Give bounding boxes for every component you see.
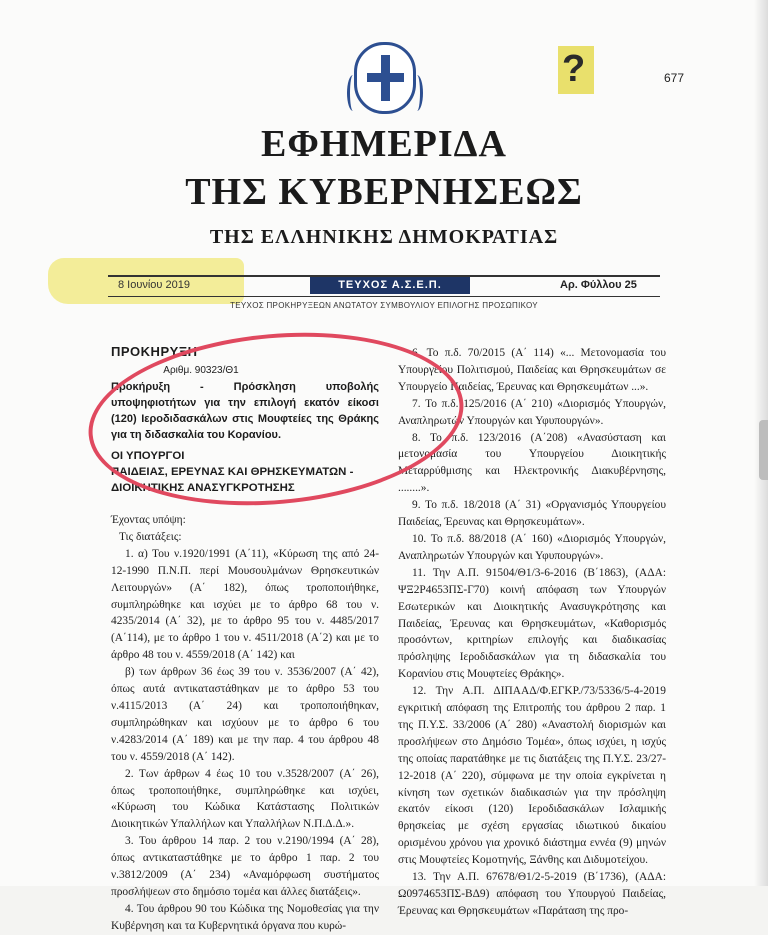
notice-block — [111, 344, 379, 496]
header-rule-bottom — [108, 296, 660, 297]
ministers-line-3: ΔΙΟΙΚΗΤΙΚΗΣ ΑΝΑΣΥΓΚΡΟΤΗΣΗΣ — [111, 482, 295, 494]
having-regard: Έχοντας υπόψη: — [111, 514, 186, 526]
provisions-label: Τις διατάξεις: — [119, 530, 182, 543]
sheet-number: Αρ. Φύλλου 25 — [560, 279, 637, 291]
greek-coat-of-arms-emblem — [354, 42, 416, 114]
right-paragraph: 6. Το π.δ. 70/2015 (Α΄ 114) «... Μετονομασία του Υπουργείου Πολιτισμού, Παιδείας και Θρησκευμάτων σε Υπουργείο Παιδείας, Έρευνας και Θρησκευμάτων ...». — [398, 347, 666, 393]
right-paragraph: 9. Το π.δ. 18/2018 (Α΄ 31) «Οργανισμός Υπουργείου Παιδείας, Έρευνας και Θρησκευμάτων». — [398, 499, 666, 529]
issue-date: 8 Ιουνίου 2019 — [118, 279, 190, 291]
scroll-handle[interactable] — [759, 420, 768, 480]
right-paragraph: 7. Το π.δ. 125/2016 (Α΄ 210) «Διορισμός Υπουργών, Αναπληρωτών Υπουργών και Υφυπουργών». — [398, 397, 666, 427]
right-paragraph: 13. Την Α.Π. 67678/Θ1/2-5-2019 (Β΄1736), (ΑΔΑ: Ω0974653ΠΣ-ΒΔ9) απόφαση του Υπουργού Παιδείας, Έρευνας και Θρησκευμάτων «Παράταση της προ- — [398, 871, 666, 917]
right-paragraph: 8. Το π.δ. 123/2016 (Α΄208) «Ανασύσταση και μετονομασία του Υπουργείου Διοικητικής Μεταρρύθμισης και Ηλεκτρονικής Διακυβέρνησης, ........». — [398, 431, 666, 495]
notice-heading: ΠΡΟΚΗΡΥΞΗ — [111, 344, 198, 359]
ministers-line-1: ΟΙ ΥΠΟΥΡΓΟΙ — [111, 450, 185, 462]
ministers-heading — [111, 448, 379, 496]
left-paragraph: 2. Των άρθρων 4 έως 10 του ν.3528/2007 (Α΄ 26), όπως τροποποιήθηκε, συμπληρώθηκε και ισχύει, «Κύρωση του Κώδικα Κατάστασης Πολιτικών Διοικητικών Υπαλλήλων και Υπαλλήλων Ν.Π.Δ.Δ.». — [111, 767, 379, 831]
left-paragraph: 1. α) Του ν.1920/1991 (Α΄11), «Κύρωση της από 24-12-1990 Π.Ν.Π. περί Μουσουλμάνων Θρησκευτικών Λειτουργών» (Α΄ 182), όπως τροποποιήθηκε, συμπληρώθηκε και ισχύει με το άρθρο 68 του ν. 4235/2014 (Α΄ 32), με το άρθρο 95 του ν. 4485/2017 (Α΄114), με το άρθρο 1 του ν. 4511/2018 (Α΄2) και με το άρθρο 48 του ν. 4559/2018 (Α΄ 142) και — [111, 547, 379, 662]
republic-title: ΤΗΣ ΕΛΛΗΝΙΚΗΣ ΔΗΜΟΚΡΑΤΙΑΣ — [209, 226, 559, 248]
issue-subline: ΤΕΥΧΟΣ ΠΡΟΚΗΡΥΞΕΩΝ ΑΝΩΤΑΤΟΥ ΣΥΜΒΟΥΛΙΟΥ ΕΠΙΛΟΓΗΣ ΠΡΟΣΩΠΙΚΟΥ — [230, 301, 538, 310]
right-column — [398, 345, 666, 920]
stamp-question-mark: ? — [562, 48, 586, 90]
notice-number: Αριθμ. 90323/Θ1 — [163, 365, 239, 376]
notice-description: Προκήρυξη - Πρόσκληση υποβολής υποψηφιοτήτων για την επιλογή εκατόν είκοσι (120) Ιεροδιδασκάλων στις Μουφτείες της Θράκης για τη διδασκαλία του Κορανίου. — [111, 381, 379, 441]
right-paragraph: 12. Την Α.Π. ΔΙΠΑΑΔ/Φ.ΕΓΚΡ./73/5336/5-4-2019 εγκριτική απόφαση της Επιτροπής του άρθρου 2 παρ. 1 της Π.Υ.Σ. 33/2006 (Α΄ 280) «Αναστολή διορισμών και προσλήψεων στο Δημόσιο Τομέα», όπως ισχύει, η ισχύς της οποίας παρατάθηκε με τις διατάξεις της Π.Υ.Σ. 23/27-12-2018 (Α΄ 220), σύμφωνα με την οποία εγκρίνεται η κίνηση των σχετικών διαδικασιών για την πρόσληψη εκατόν είκοσι (120) Ιεροδιδασκάλων Ισλαμικής θρησκείας με σχέση εργασίας ιδιωτικού δικαίου ορισμένου χρόνου για χρονικό διάστημα εννέα (9) μηνών στις Μουφτείες Κομοτηνής, Ξάνθης και Διδυμοτείχου. — [398, 685, 666, 867]
gazette-subtitle: ΤΗΣ ΚΥΒΕΡΝΗΣΕΩΣ — [185, 171, 583, 213]
left-paragraph: 4. Του άρθρου 90 του Κώδικα της Νομοθεσίας για την Κυβέρνηση και τα Κυβερνητικά όργανα που κυρώ- — [111, 902, 379, 932]
ministers-line-2: ΠΑΙΔΕΙΑΣ, ΕΡΕΥΝΑΣ ΚΑΙ ΘΡΗΣΚΕΥΜΑΤΩΝ - — [111, 466, 354, 478]
left-paragraph: β) των άρθρων 36 έως 39 του ν. 3536/2007 (Α΄ 42), όπως αυτά αντικαταστάθηκαν με το άρθρο 53 του ν.4115/2013 (Α΄ 24) και τροποποιήθηκαν, συμπληρώθηκαν και ισχύουν με το άρθρο 6 του ν.4283/2014 (Α΄ 189) και με την παρ. 4 του άρθρου 48 του ν. 4559/2018 (Α΄ 142). — [111, 666, 379, 763]
gazette-title: ΕΦΗΜΕΡΙΔΑ — [261, 123, 507, 165]
right-paragraph: 11. Την Α.Π. 91504/Θ1/3-6-2016 (Β΄1863), (ΑΔΑ: ΨΞ2Ρ4653ΠΣ-Γ70) κοινή απόφαση των Υπουργών Εσωτερικών και Διοικητικής Ανασυγκρότησης και Παιδείας, Έρευνας και Θρησκευμάτων, «Καθορισμός προσόντων, κριτηρίων επιλογής και διαδικασίας πρόσληψης Ιεροδιδασκάλων για τη διδασκαλία του Κορανίου στις Μουφτείες Θράκης». — [398, 566, 666, 681]
right-paragraph: 10. Το π.δ. 88/2018 (Α΄ 160) «Διορισμός Υπουργών, Αναπληρωτών Υπουργών και Υφυπουργών». — [398, 532, 666, 562]
issue-series-badge: ΤΕΥΧΟΣ Α.Σ.Ε.Π. — [310, 277, 470, 294]
page-number: 677 — [664, 71, 685, 85]
left-paragraph: 3. Του άρθρου 14 παρ. 2 του ν.2190/1994 (Α΄ 28), όπως αντικαταστάθηκε με το άρθρο 1 παρ. 2 του ν.3812/2009 (Α΄ 234) «Αναμόρφωση συστήματος προσλήψεων στο δημόσιο τομέα και άλλες διατάξεις». — [111, 835, 379, 898]
yellow-stamp-icon — [538, 40, 598, 98]
left-column — [111, 512, 379, 935]
